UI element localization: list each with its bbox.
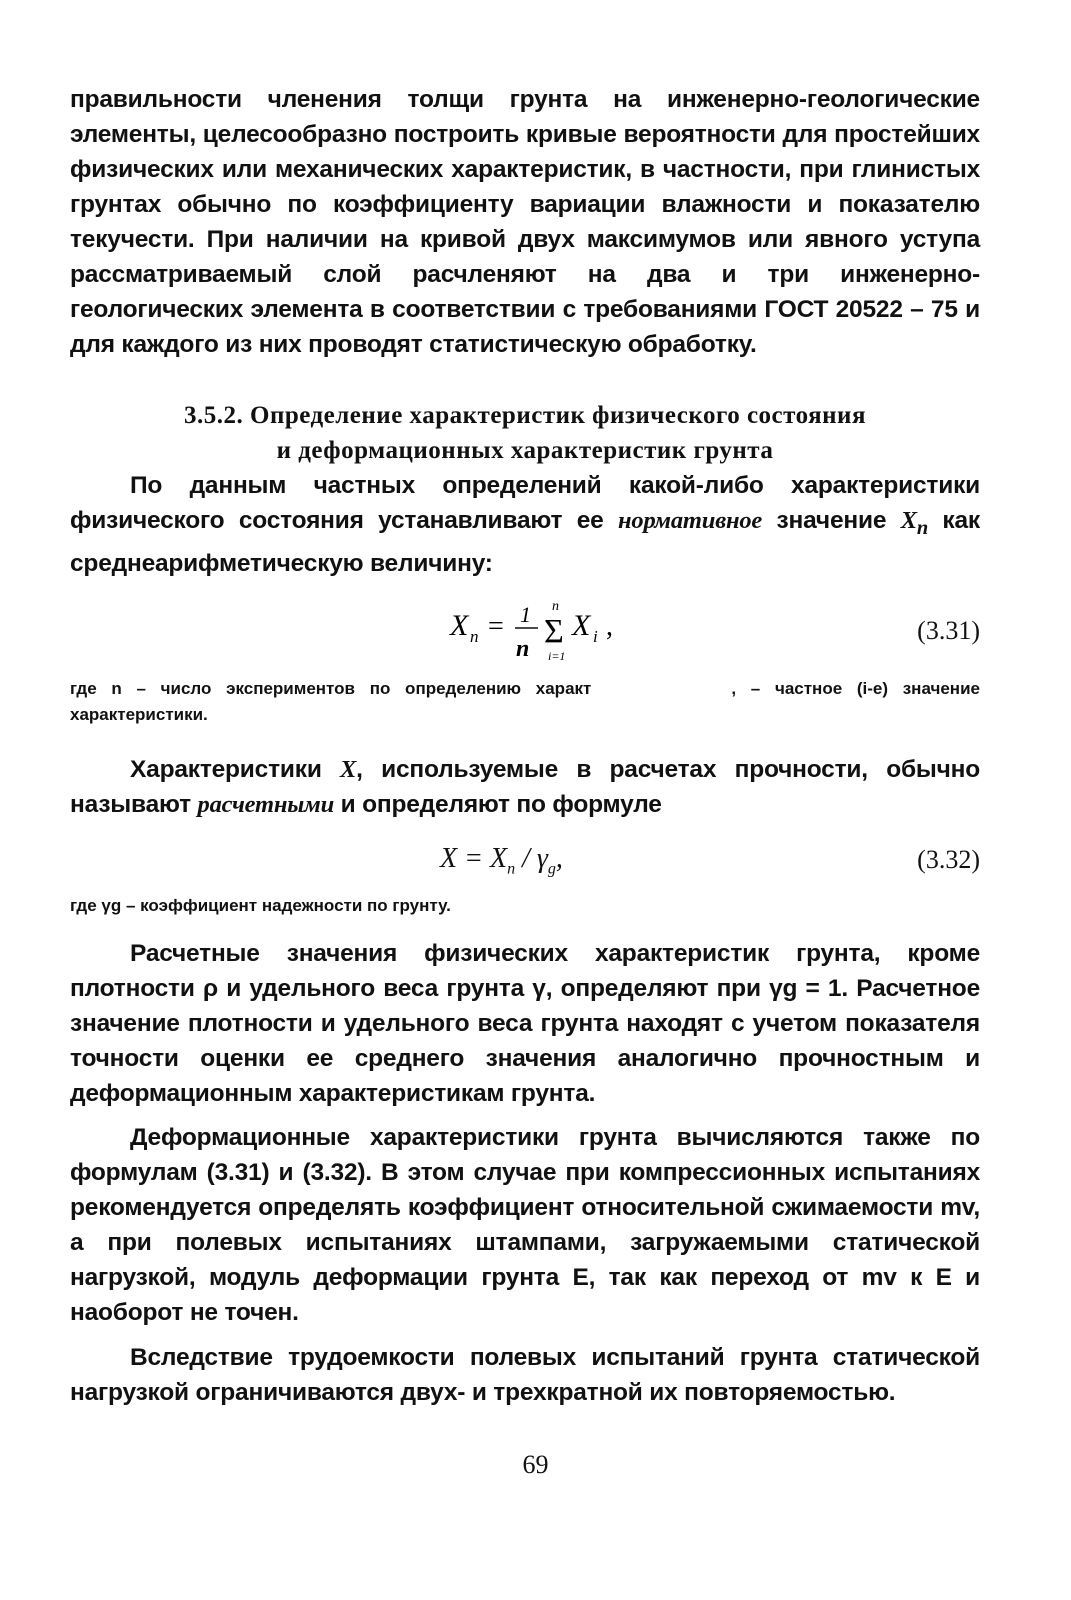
section-heading bbox=[70, 398, 980, 468]
note-text-right: , – частное (i-е) значение характеристики. bbox=[70, 679, 980, 724]
text-run: и определяют по формуле bbox=[334, 791, 662, 818]
paragraph-normative bbox=[70, 468, 980, 581]
paragraph-text: Расчетные значения физических характеристик грунта, кроме плотности ρ и удельного веса грунта γ, определяют при γg = 1. Расчетное значение плотности и удельного веса грунта находят с учетом показателя точности оценки ее среднего значения аналогично прочностным и деформационным характеристикам грунта. bbox=[70, 940, 980, 1107]
paragraph-calculated bbox=[70, 752, 980, 822]
equation-number: (3.32) bbox=[917, 845, 980, 874]
formula-lhs: X = X bbox=[440, 843, 508, 874]
formula-numerator: 1 bbox=[520, 602, 531, 627]
formula-divisor: / γ bbox=[515, 843, 548, 874]
paragraph-density bbox=[70, 936, 980, 1111]
formula-graphic bbox=[440, 590, 740, 670]
formula-term-sub: i bbox=[593, 627, 598, 646]
formula-denominator: n bbox=[516, 636, 530, 662]
sum-top: n bbox=[552, 599, 559, 614]
formula-3-32 bbox=[70, 835, 980, 885]
paragraph-text: правильности членения толщи грунта на инженерно-геологические элементы, целесообразно построить кривые вероятности для простейших физических или механических характеристик, в частности, при глинистых грунтах обычно по коэффициенту вариации влажности и показателю текучести. При наличии на кривой двух максимумов или явного уступа рассматриваемый слой расчленяют на два и три инженерно-геологических элемента в соответствии с требованиями ГОСТ 20522 – 75 и для каждого из них проводят статистическую обработку. bbox=[70, 86, 980, 358]
variable: X bbox=[900, 507, 917, 534]
paragraph-field-tests bbox=[70, 1340, 980, 1410]
italic-term: нормативное bbox=[618, 507, 763, 534]
formula-sub-g: g bbox=[547, 860, 556, 878]
formula-lhs: X bbox=[450, 609, 469, 642]
sum-bottom: i=1 bbox=[548, 649, 566, 663]
text-run: Характеристики bbox=[130, 756, 341, 783]
heading-line-1 bbox=[70, 398, 980, 433]
paragraph-text bbox=[70, 468, 980, 581]
variable: X bbox=[340, 756, 357, 783]
formula-comma: , bbox=[606, 611, 613, 642]
sum-symbol: Σ bbox=[544, 613, 564, 650]
heading-line-2: и деформационных характеристик грунта bbox=[276, 437, 774, 464]
formula-3-31 bbox=[70, 590, 980, 663]
formula-term: X bbox=[572, 609, 591, 642]
paragraph-text bbox=[70, 752, 980, 822]
paragraph-intro bbox=[70, 82, 980, 362]
page-number: 69 bbox=[522, 1450, 549, 1479]
text-run: , используемые в расчетах прочности, обычно называют bbox=[70, 756, 980, 818]
text-run: значение bbox=[762, 507, 901, 534]
formula-lhs-sub: n bbox=[470, 627, 479, 646]
formula-note-1 bbox=[70, 676, 980, 728]
italic-term: расчетными bbox=[197, 791, 335, 818]
formula-sub-n: n bbox=[507, 860, 516, 878]
variable-subscript: n bbox=[916, 516, 928, 539]
paragraph-text: Деформационные характеристики грунта вычисляются также по формулам (3.31) и (3.32). В этом случае при компрессионных испытаниях рекомендуется определять коэффициент относительной сжимаемости mv, а при полевых испытаниях штампами, загружаемыми статической нагрузкой, модуль деформации грунта E, так как переход от mv к E и наоборот не точен. bbox=[70, 1124, 980, 1326]
equation-number: (3.31) bbox=[917, 616, 980, 645]
formula-tail: , bbox=[555, 843, 563, 874]
text-run: По данным частных определений какой-либо характеристики физического состояния устанавливают ее bbox=[70, 472, 980, 534]
formula-note-2: где γg – коэффициент надежности по грунту. bbox=[70, 896, 451, 915]
paragraph-deformation bbox=[70, 1120, 980, 1330]
formula-equals: = bbox=[488, 611, 504, 642]
section-number: 3.5.2. bbox=[184, 402, 244, 429]
heading-title-1: Определение характеристик физического состояния bbox=[250, 402, 866, 429]
formula-2-text bbox=[440, 843, 563, 879]
text-run: как среднеарифметическую величину: bbox=[70, 507, 980, 577]
paragraph-text: Вследствие трудоемкости полевых испытаний грунта статической нагрузкой ограничиваются двух- и трехкратной их повторяемостью. bbox=[70, 1344, 980, 1406]
note-text-left: где n – число экспериментов по определению характ bbox=[70, 679, 592, 698]
